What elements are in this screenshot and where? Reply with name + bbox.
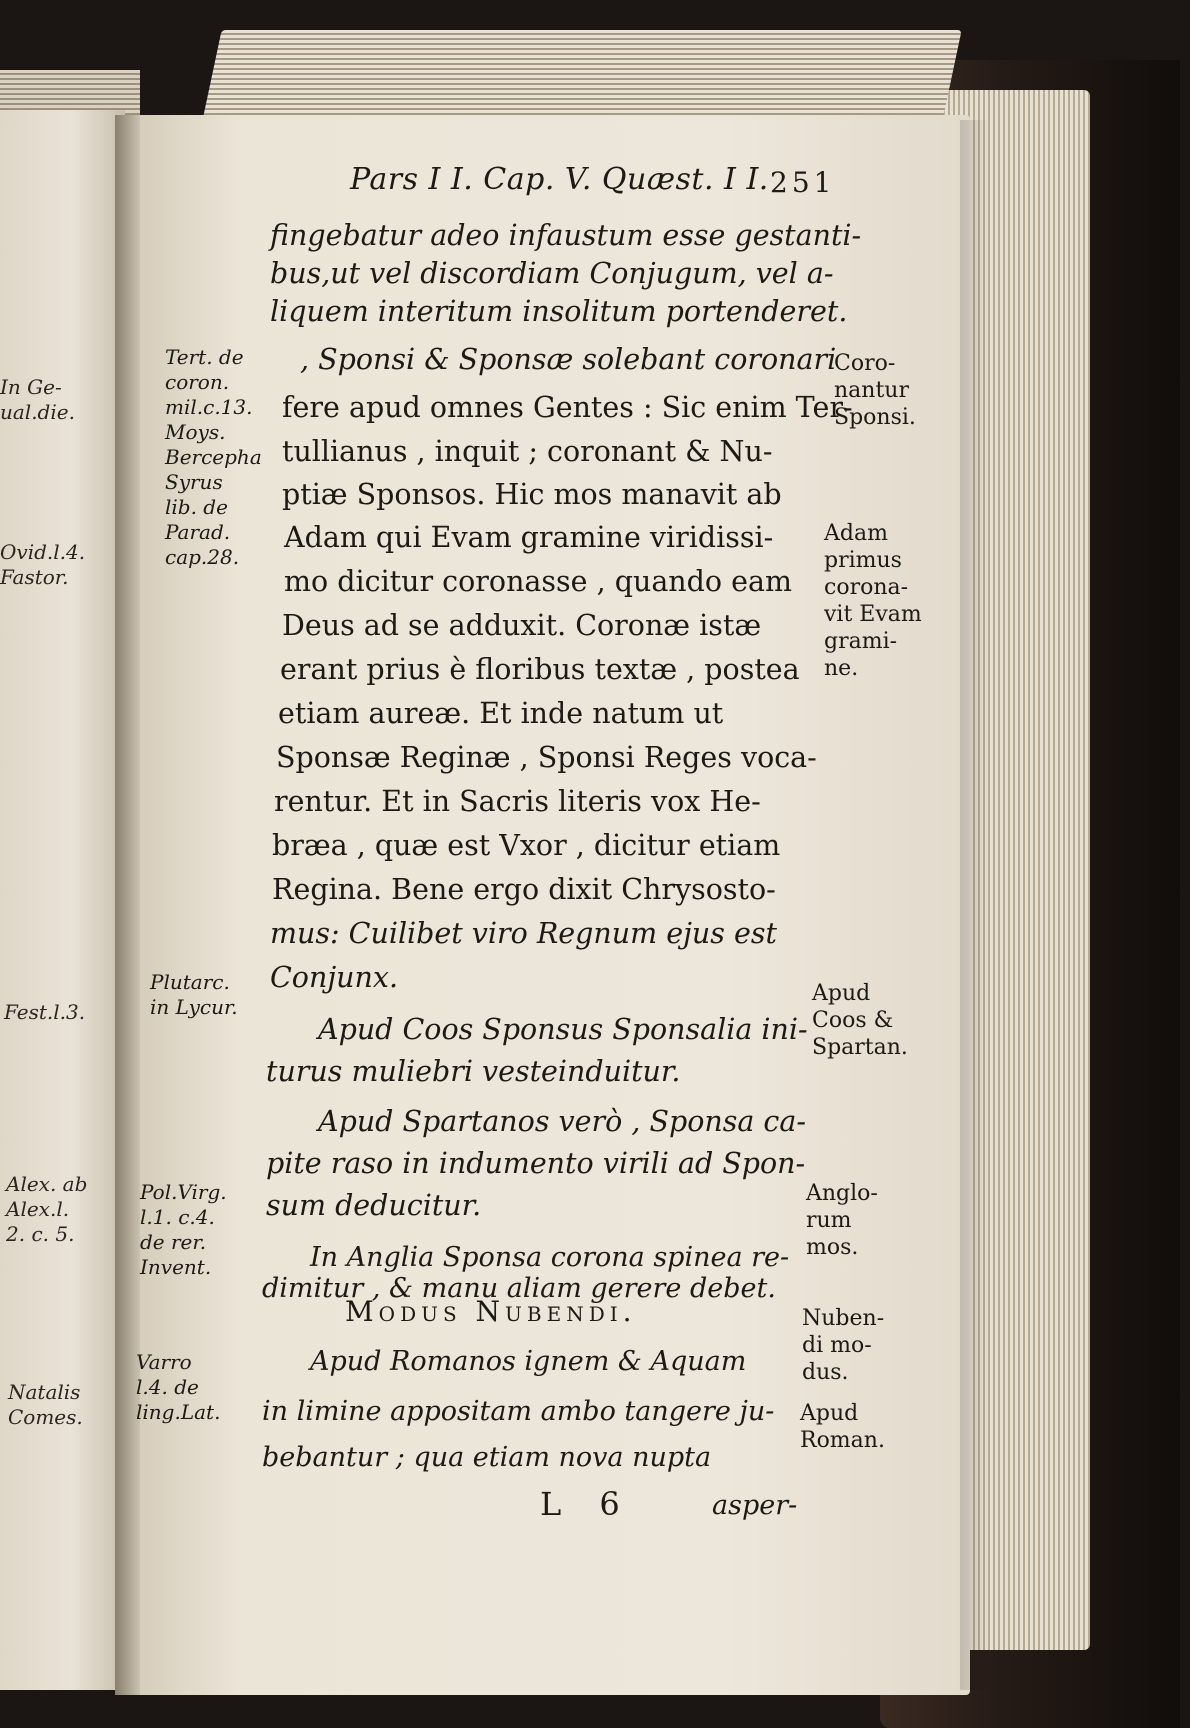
section-heading: Modus Nubendi. (345, 1295, 637, 1328)
note-line: Comes. (8, 1405, 83, 1429)
note-line: Coos & (812, 1008, 894, 1033)
outer-margin-note (824, 520, 922, 682)
note-line: cap.28. (165, 545, 240, 569)
note-line: l.1. c.4. (140, 1205, 215, 1229)
text-line: Regina. Bene ergo dixit Chrysosto- (272, 873, 776, 906)
note-line: Invent. (140, 1255, 212, 1279)
text-line: Apud Spartanos verò , Sponsa ca- (318, 1105, 806, 1138)
text-line: bus,ut vel discordiam Conjugum, vel a- (270, 257, 834, 290)
text-line: mus: Cuilibet viro Regnum ejus est (270, 917, 777, 950)
note-line: primus (824, 548, 902, 573)
left-page-note (0, 540, 85, 590)
note-line: Moys. (165, 420, 226, 444)
left-page (0, 110, 125, 1690)
text-line: In Anglia Sponsa corona spinea re- (310, 1242, 790, 1273)
text-line: Conjunx. (270, 961, 398, 994)
page-number: 251 (770, 166, 836, 199)
note-line: In Ge- (0, 375, 62, 399)
note-line: Varro (136, 1350, 192, 1374)
note-line: Fastor. (0, 565, 69, 589)
note-line: mil.c.13. (165, 395, 253, 419)
note-line: coron. (165, 370, 230, 394)
text-line: bebantur ; qua etiam nova nupta (262, 1442, 712, 1473)
note-line: Fest.l.3. (4, 1000, 86, 1024)
left-page-note (6, 1172, 87, 1247)
note-line: Pol.Virg. (140, 1180, 227, 1204)
text-line: Apud Romanos ignem & Aquam (310, 1346, 747, 1377)
note-line: ling.Lat. (136, 1400, 221, 1424)
text-line: , Sponsi & Sponsæ solebant coronari (300, 343, 837, 376)
signature-mark: L 6 (540, 1485, 634, 1523)
left-page-note (0, 375, 75, 425)
text-line: etiam aureæ. Et inde natum ut (278, 697, 724, 730)
note-line: l.4. de (136, 1375, 199, 1399)
note-line: Ovid.l.4. (0, 540, 86, 564)
note-line: Natalis (8, 1380, 81, 1404)
running-title: Pars I I. Cap. V. Quæst. I I. (350, 162, 769, 197)
text-line: in limine appositam ambo tangere ju- (262, 1396, 775, 1427)
outer-margin-note (800, 1400, 885, 1454)
note-line: de rer. (140, 1230, 207, 1254)
note-line: dus. (802, 1360, 849, 1385)
outer-margin-note (812, 980, 908, 1061)
note-line: 2. c. 5. (6, 1222, 75, 1246)
left-page-note (4, 1000, 85, 1025)
note-line: Parad. (165, 520, 231, 544)
inner-margin-note (165, 345, 262, 570)
note-line: Adam (824, 521, 888, 546)
page-shadow (960, 120, 990, 1690)
note-line: Apud (800, 1401, 859, 1426)
text-line: ptiæ Sponsos. Hic mos manavit ab (282, 478, 782, 511)
note-line: Nuben- (802, 1306, 885, 1331)
text-line: tullianus , inquit ; coronant & Nu- (282, 435, 773, 468)
note-line: Roman. (800, 1428, 885, 1453)
inner-margin-note (136, 1350, 220, 1425)
text-line: sum deducitur. (266, 1189, 482, 1222)
text-line: fere apud omnes Gentes : Sic enim Ter- (282, 391, 853, 424)
note-line: Plutarc. (150, 970, 230, 994)
note-line: Anglo- (806, 1181, 878, 1206)
text-line: Apud Coos Sponsus Sponsalia ini- (318, 1013, 808, 1046)
note-line: corona- (824, 575, 909, 600)
text-line: pite raso in indumento virili ad Spon- (266, 1147, 806, 1180)
note-line: Bercepha (165, 445, 262, 469)
text-line: bræa , quæ est Vxor , dicitur etiam (272, 829, 781, 862)
inner-margin-note (150, 970, 238, 1020)
outer-margin-note (802, 1305, 884, 1386)
text-line: Adam qui Evam gramine viridissi- (284, 521, 774, 554)
note-line: mos. (806, 1235, 859, 1260)
outer-margin-note (806, 1180, 878, 1261)
note-line: ne. (824, 656, 859, 681)
note-line: di mo- (802, 1333, 872, 1358)
note-line: Apud (812, 981, 871, 1006)
note-line: grami- (824, 629, 898, 654)
note-line: rum (806, 1208, 852, 1233)
note-line: Coro- (834, 351, 896, 376)
catchword: asper- (712, 1490, 798, 1521)
text-line: erant prius è floribus textæ , postea (280, 653, 800, 686)
text-line: Deus ad se adduxit. Coronæ istæ (282, 609, 762, 642)
note-line: Alex.l. (6, 1197, 70, 1221)
text-line: fingebatur adeo infaustum esse gestanti- (270, 219, 862, 252)
note-line: Syrus (165, 470, 223, 494)
note-line: Alex. ab (6, 1172, 88, 1196)
note-line: vit Evam (824, 602, 922, 627)
left-page-note (8, 1380, 83, 1430)
note-line: Spartan. (812, 1035, 908, 1060)
note-line: lib. de (165, 495, 228, 519)
text-line: liquem interitum insolitum portenderet. (270, 295, 848, 328)
inner-margin-note (140, 1180, 227, 1280)
text-line: dimitur , & manu aliam gerere debet. (262, 1273, 776, 1304)
text-line: turus muliebri vesteinduitur. (266, 1055, 681, 1088)
text-line: rentur. Et in Sacris literis vox He- (274, 785, 761, 818)
outer-margin-note (834, 350, 916, 431)
text-line: Sponsæ Reginæ , Sponsi Reges voca- (276, 741, 817, 774)
note-line: nantur (834, 378, 909, 403)
text-line: mo dicitur coronasse , quando eam (284, 565, 793, 598)
note-line: ual.die. (0, 400, 75, 424)
note-line: Sponsi. (834, 405, 916, 430)
note-line: Tert. de (165, 345, 244, 369)
note-line: in Lycur. (150, 995, 238, 1019)
